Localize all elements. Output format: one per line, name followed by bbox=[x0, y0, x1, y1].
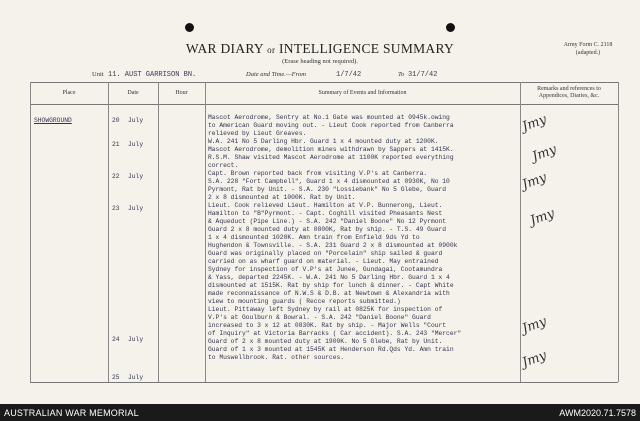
column-rule bbox=[158, 82, 159, 382]
table-top-rule bbox=[30, 82, 618, 83]
entry-summary: Lieut. Pittaway left Sydney by rail at 0825K for inspection of V.P's at Goulburn & Bowral. - S.A. 242 "Daniel Boone" Guard increased to 3 x 12 at 0830K. Rat by ship. - Major Wells "Court of Inquiry" at Victoria Barracks ( Car accident). S.A. 243 "Mercer" Guard of 2 x 8 mounted duty at 1900K. No 5 Glebe, Rat by Unit. bbox=[208, 306, 462, 345]
table-bottom-rule bbox=[30, 382, 618, 383]
initials-signature: Jmy bbox=[520, 170, 549, 193]
column-rule bbox=[520, 82, 521, 382]
date-to-value: 31/7/42 bbox=[408, 71, 438, 79]
date-to-label: To bbox=[398, 71, 405, 78]
date-from-label: Date and Time.—From bbox=[246, 71, 306, 78]
unit-value: 11. AUST GARRISON BN. bbox=[108, 71, 197, 79]
entry-summary: Guard of 1 x 3 mounted at 1545K at Henderson Rd.Qds Yd. Amn train to Muswellbrook. Rat. other sources. bbox=[208, 346, 454, 361]
form-subtitle: (Erase heading not required). bbox=[282, 58, 358, 65]
entry-month: July bbox=[128, 141, 144, 148]
column-rule bbox=[205, 82, 206, 382]
initials-signature: Jmy bbox=[520, 348, 549, 371]
entry-summary: Capt. Brown reported back from visiting V.P's at Canberra. S.A. 228 "Fort Campbell", Guard 1 x 4 dismounted at 0930K, No 10 Pyrmont, Rat by Unit. - S.A. 230 "Lossiebank" No 5 Glebe, Guard 2 x 8 dismounted at 1000K. Rat by Unit. bbox=[208, 170, 450, 201]
header-bottom-rule bbox=[30, 104, 618, 105]
unit-label: Unit bbox=[92, 71, 104, 78]
title-war-diary: WAR DIARY bbox=[185, 41, 264, 56]
footer-institution: AUSTRALIAN WAR MEMORIAL bbox=[4, 408, 139, 418]
punch-hole-left bbox=[185, 23, 194, 32]
entry-month: July bbox=[128, 173, 144, 180]
entry-month: July bbox=[128, 336, 144, 343]
column-rule bbox=[618, 82, 619, 382]
entry-summary: W.A. 241 No 5 Darling Hbr. Guard 1 x 4 mounted duty at 1200K. Mascot Aerodrome, demolition mines withdrawn by Sappers at 1415K. R.S.M. Shaw visited Mascot Aerodrome at 1100K reported everything correct. bbox=[208, 138, 454, 169]
entry-day: 20 bbox=[112, 117, 120, 124]
initials-signature: Jmy bbox=[528, 206, 557, 229]
header-remarks: Remarks and references to Appendices, Diaries, &c. bbox=[537, 86, 601, 99]
army-form-note: (adapted.) bbox=[575, 50, 601, 56]
initials-signature: Jmy bbox=[520, 314, 549, 337]
entry-day: 22 bbox=[112, 173, 120, 180]
entry-day: 25 bbox=[112, 374, 120, 381]
entry-month: July bbox=[128, 117, 144, 124]
date-from-value: 1/7/42 bbox=[336, 71, 362, 79]
army-form-number bbox=[540, 41, 636, 57]
entry-summary: Mascot Aerodrome, Sentry at No.1 Gate was mounted at 0945k.owing to American Guard moving out. - Lieut Cook reported from Canberra relieved by Lieut Greaves. bbox=[208, 114, 454, 137]
initials-signature: Jmy bbox=[530, 142, 559, 165]
entry-month: July bbox=[128, 205, 144, 212]
header-summary: Summary of Events and Information bbox=[318, 90, 407, 96]
punch-hole-right bbox=[446, 23, 455, 32]
entry-day: 23 bbox=[112, 205, 120, 212]
entry-place: SHOWGROUND bbox=[34, 117, 72, 124]
entry-month: July bbox=[128, 374, 144, 381]
unit-date-row bbox=[0, 70, 640, 82]
army-form-label: Army Form C. 2118 bbox=[563, 42, 613, 48]
column-rule bbox=[108, 82, 109, 382]
entry-summary: Lieut. Cook relieved Lieut. Hamilton at V.P. Bunnerong, Lieut. Hamilton to "B"Pyrmont. - Capt. Coghill visited Pheasants Nest & Aqueduct (Pipe Line.) - S.A. 242 "Daniel Boone" No 12 Pyrmont Guard 2 x 8 mounted duty at 0800K, Rat by ship. - T.S. 49 Guard 1 x 4 dismounted 1020K. Amn train from Enfield 9ds Yd to Hughendon & Townsville. - S.A. 231 Guard 2 x 8 dismounted at 0900k Guard was originally placed on "Porcelain" ship sailed & guard carried on as wharf guard on material. - Lieut. May entrained Sydney for inspection of V.P's at Junee, Gundagai, Cootamundra & Yass, departed 2245K. - W.A. 241 No 5 Darling Hbr. Guard 1 x 4 dismounted at 1515K. Rat by ship for lunch & dinner. - Capt White made reconnaissance of N.W.S & D.B. at Newtown & Alexandria with view to mounting guards ( Recce reports submitted.) bbox=[208, 202, 458, 305]
title-or: or bbox=[267, 45, 276, 55]
header-hour: Hour bbox=[175, 90, 188, 96]
header-date: Date bbox=[127, 90, 139, 96]
initials-signature: Jmy bbox=[520, 112, 549, 135]
title-intelligence-summary: INTELLIGENCE SUMMARY bbox=[278, 41, 455, 56]
header-place: Place bbox=[62, 90, 76, 96]
footer-accession-number: AWM2020.71.7578 bbox=[559, 408, 636, 418]
entry-day: 21 bbox=[112, 141, 120, 148]
column-rule bbox=[30, 82, 31, 382]
entry-day: 24 bbox=[112, 336, 120, 343]
